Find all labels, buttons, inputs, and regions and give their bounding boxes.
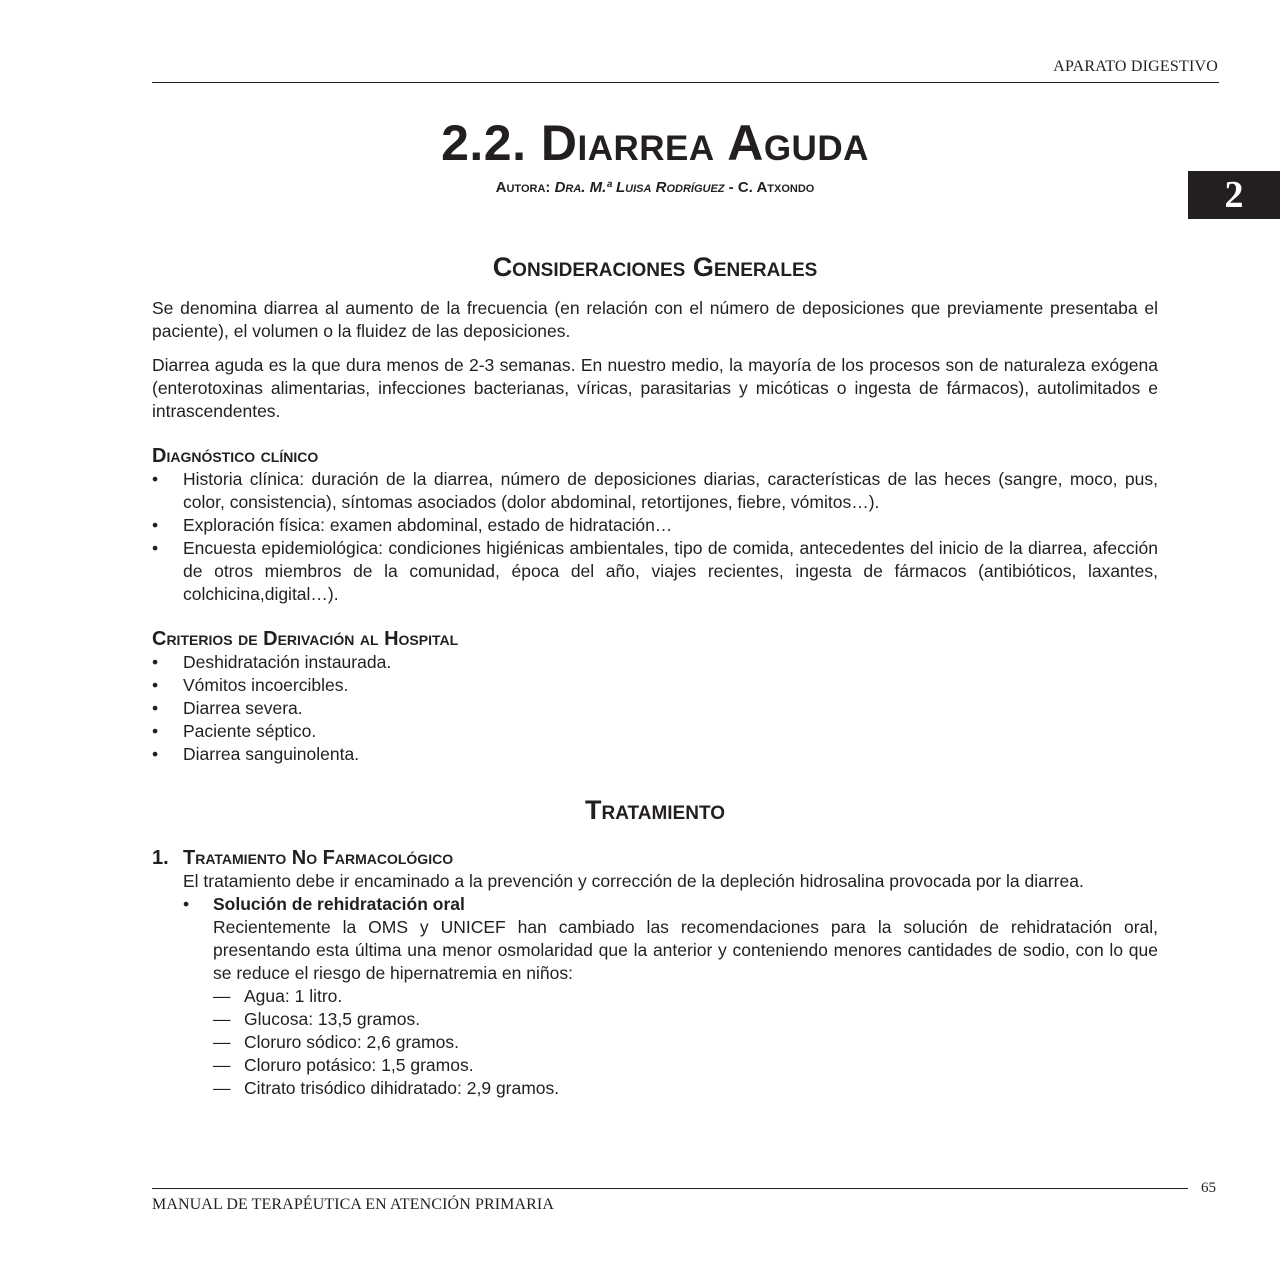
list-item-text: Historia clínica: duración de la diarrea, número de deposiciones diarias, características de las heces (sangre, moco, pus, color, consistencia), síntomas asociados (dolor abdominal, retortijones, fiebre, vómitos…). bbox=[183, 469, 1158, 512]
dash-icon: — bbox=[213, 1078, 231, 1098]
list-item bbox=[152, 514, 1158, 537]
list-item-text: Exploración física: examen abdominal, estado de hidratación… bbox=[183, 515, 673, 535]
dash-icon: — bbox=[213, 1055, 231, 1075]
dash-icon: — bbox=[213, 986, 231, 1006]
oral-rehydration-text: Recientemente la OMS y UNICEF han cambiado las recomendaciones para la solución de rehidratación oral, presentando esta última una menor osmolaridad que la anterior y conteniendo menores cantidades de sodio, con lo que se reduce el riesgo de hipernatremia en niños: bbox=[213, 917, 1158, 983]
list-item bbox=[152, 468, 1158, 514]
subsection-heading-diagnosis: Diagnóstico clínico bbox=[152, 445, 319, 467]
list-item-text: Cloruro sódico: 2,6 gramos. bbox=[244, 1032, 459, 1052]
bullet-icon: • bbox=[152, 698, 159, 718]
subsection-heading-criteria: Criterios de Derivación al Hospital bbox=[152, 628, 459, 650]
list-item bbox=[152, 743, 1158, 766]
list-item bbox=[152, 674, 1158, 697]
paragraph-acute-diarrhea: Diarrea aguda es la que dura menos de 2-3 semanas. En nuestro medio, la mayoría de los procesos son de naturaleza exógena (enterotoxinas alimentarias, infecciones bacterianas, víricas, parasitarias y micóticas o ingesta de fármacos), autolimitados e intrascendentes. bbox=[152, 355, 1158, 421]
author-line bbox=[152, 176, 1158, 200]
author-name: Dra. M.ª Luisa Rodríguez bbox=[554, 179, 725, 196]
bullet-icon: • bbox=[183, 894, 190, 914]
running-head: APARATO DIGESTIVO bbox=[1053, 58, 1218, 75]
list-item bbox=[152, 537, 1158, 606]
bullet-icon: • bbox=[152, 675, 159, 695]
footer-rule bbox=[152, 1188, 1188, 1189]
criteria-list bbox=[152, 651, 1158, 766]
page-title: 2.2. Diarrea Aguda bbox=[441, 115, 869, 171]
coauthor-name: C. Atxondo bbox=[737, 179, 815, 196]
oral-rehydration-item bbox=[183, 893, 1158, 1100]
list-item-text: Vómitos incoercibles. bbox=[183, 675, 349, 695]
dash-icon: — bbox=[213, 1009, 231, 1029]
list-item-text: Diarrea severa. bbox=[183, 698, 303, 718]
list-item bbox=[213, 1031, 1158, 1054]
author-label: Autora: bbox=[495, 179, 551, 196]
bullet-icon: • bbox=[152, 721, 159, 741]
list-item bbox=[152, 697, 1158, 720]
subsection-heading-non-pharmacological: Tratamiento No Farmacológico bbox=[183, 847, 454, 869]
section-heading-treatment: Tratamiento bbox=[585, 795, 725, 825]
bullet-icon: • bbox=[152, 515, 159, 535]
list-item bbox=[213, 1077, 1158, 1100]
bullet-icon: • bbox=[152, 469, 159, 489]
list-item-text: Deshidratación instaurada. bbox=[183, 652, 392, 672]
list-item bbox=[213, 1054, 1158, 1077]
paragraph-treatment-intro: El tratamiento debe ir encaminado a la prevención y corrección de la depleción hidrosalina provocada por la diarrea. bbox=[183, 871, 1084, 891]
diagnosis-list bbox=[152, 468, 1158, 606]
paragraph-definition: Se denomina diarrea al aumento de la frecuencia (en relación con el número de deposiciones que previamente presentaba el paciente), el volumen o la fluidez de las deposiciones. bbox=[152, 298, 1158, 341]
list-item-text: Encuesta epidemiológica: condiciones higiénicas ambientales, tipo de comida, antecedentes del inicio de la diarrea, afección de otros miembros de la comunidad, época del año, viajes recientes, ingesta de fármacos (antibióticos, laxantes, colchicina,digital…). bbox=[183, 538, 1158, 604]
section-heading-considerations: Consideraciones Generales bbox=[492, 252, 818, 282]
header-rule bbox=[152, 82, 1219, 83]
list-item-text: Diarrea sanguinolenta. bbox=[183, 744, 360, 764]
solution-components-list bbox=[213, 985, 1158, 1100]
footer-book-title: MANUAL DE TERAPÉUTICA EN ATENCIÓN PRIMARIA bbox=[152, 1196, 554, 1213]
bullet-icon: • bbox=[152, 538, 159, 558]
treatment-section-1 bbox=[152, 847, 1158, 1100]
list-item-text: Paciente séptico. bbox=[183, 721, 317, 741]
list-item-text: Citrato trisódico dihidratado: 2,9 gramos. bbox=[244, 1078, 560, 1098]
page-content bbox=[152, 110, 1158, 1100]
list-item bbox=[213, 1008, 1158, 1031]
list-item-text: Agua: 1 litro. bbox=[244, 986, 343, 1006]
dash-icon: — bbox=[213, 1032, 231, 1052]
oral-rehydration-title: Solución de rehidratación oral bbox=[213, 894, 465, 914]
list-item-text: Glucosa: 13,5 gramos. bbox=[244, 1009, 421, 1029]
section-number: 1. bbox=[152, 847, 169, 869]
bullet-icon: • bbox=[152, 744, 159, 764]
list-item bbox=[213, 985, 1158, 1008]
bullet-icon: • bbox=[152, 652, 159, 672]
chapter-tab: 2 bbox=[1188, 171, 1280, 219]
list-item-text: Cloruro potásico: 1,5 gramos. bbox=[244, 1055, 474, 1075]
page-number: 65 bbox=[1201, 1180, 1216, 1196]
list-item bbox=[152, 720, 1158, 743]
author-separator: - bbox=[728, 179, 734, 196]
list-item bbox=[152, 651, 1158, 674]
